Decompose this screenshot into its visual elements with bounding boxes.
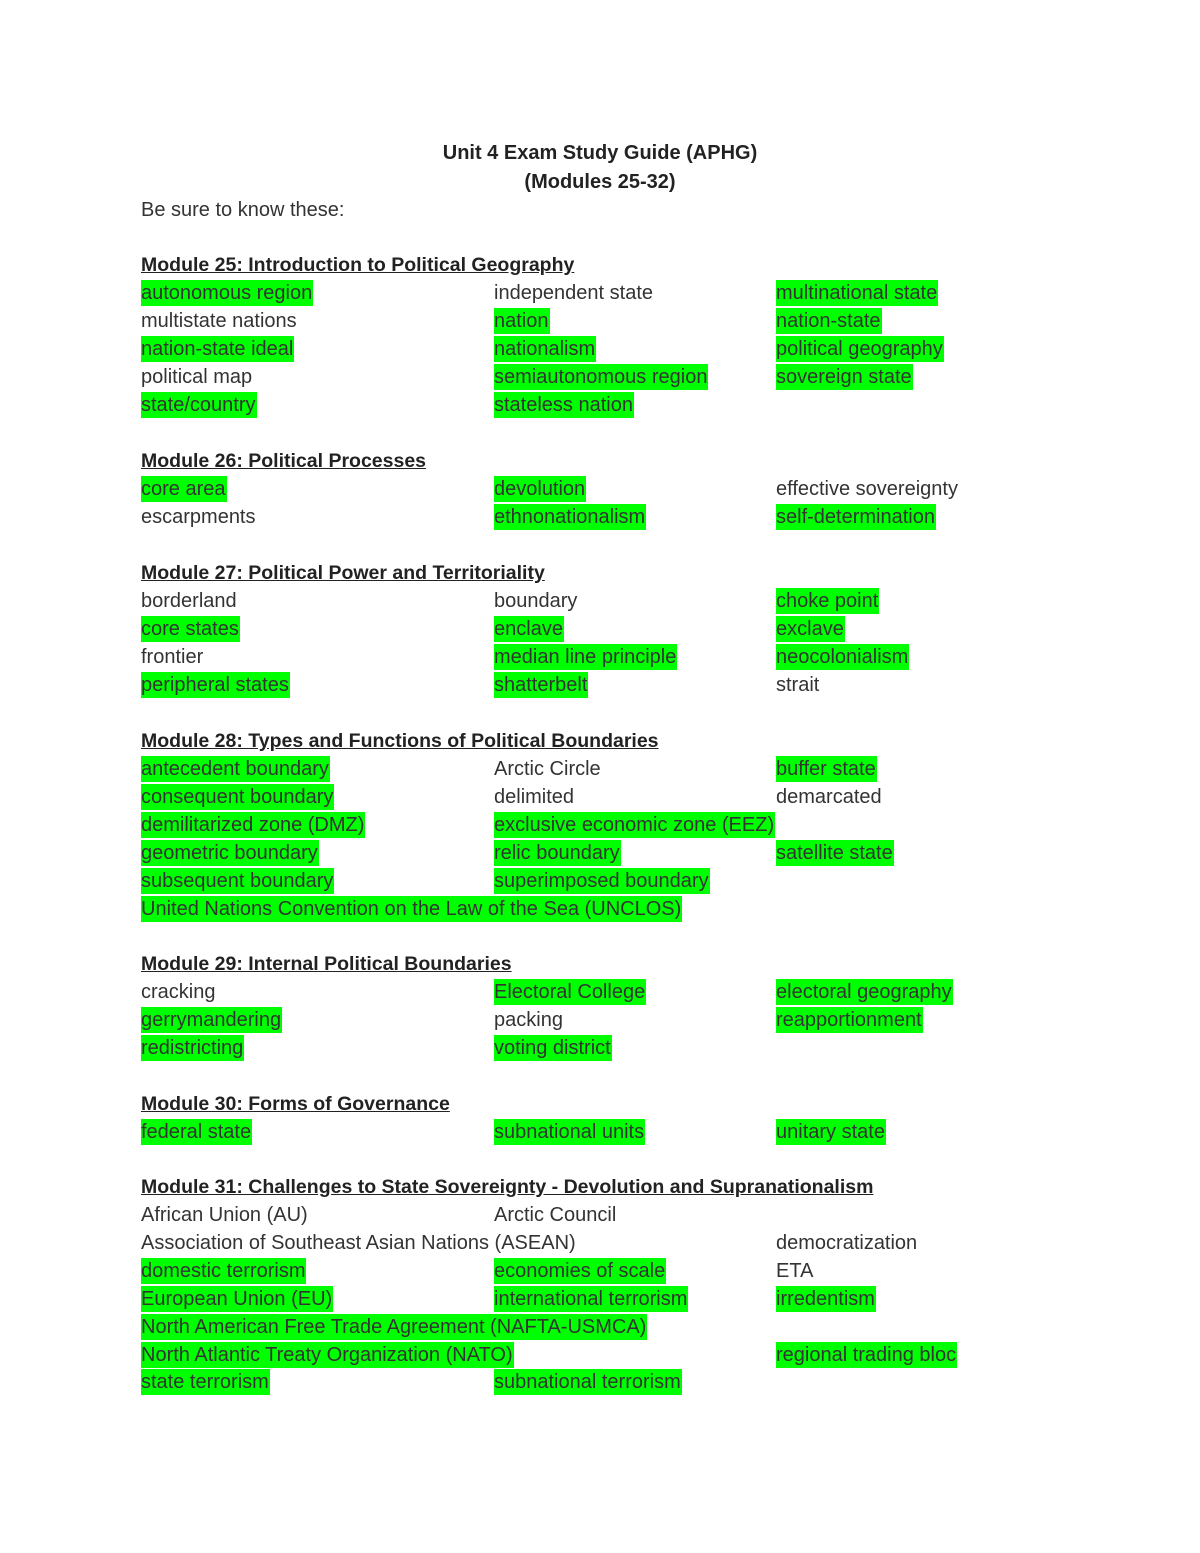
intro-text: Be sure to know these: <box>141 199 345 221</box>
module-heading: Module 28: Types and Functions of Political Boundaries <box>141 730 659 752</box>
highlighted-term: demilitarized zone (DMZ) <box>141 813 365 836</box>
highlighted-term: North American Free Trade Agreement (NAFTA-USMCA) <box>141 1315 647 1338</box>
term: borderland <box>141 590 237 612</box>
highlighted-term: unitary state <box>776 1121 885 1143</box>
highlighted-term: regional trading bloc <box>776 1343 957 1366</box>
term: Association of Southeast Asian Nations (ASEAN) <box>141 1231 576 1254</box>
term: demarcated <box>776 785 882 808</box>
highlighted-term: Electoral College <box>494 981 646 1003</box>
term: multistate nations <box>141 309 297 332</box>
highlighted-term: subsequent boundary <box>141 869 334 892</box>
highlighted-term: political geography <box>776 337 943 360</box>
highlighted-term: geometric boundary <box>141 841 318 864</box>
module-heading: Module 31: Challenges to State Sovereignty - Devolution and Supranationalism <box>141 1176 874 1198</box>
highlighted-term: choke point <box>776 590 879 612</box>
highlighted-term: ethnonationalism <box>494 505 646 528</box>
highlighted-term: European Union (EU) <box>141 1287 333 1310</box>
highlighted-term: federal state <box>141 1121 252 1143</box>
highlighted-term: self-determination <box>776 505 935 528</box>
highlighted-term: North Atlantic Treaty Organization (NATO) <box>141 1343 513 1366</box>
highlighted-term: nationalism <box>494 337 596 360</box>
term: boundary <box>494 590 578 612</box>
highlighted-term: core area <box>141 478 226 500</box>
highlighted-term: peripheral states <box>141 673 289 696</box>
page-title: Unit 4 Exam Study Guide (APHG) <box>442 142 758 164</box>
highlighted-term: semiautonomous region <box>494 365 708 388</box>
module-heading: Module 27: Political Power and Territoriality <box>141 562 545 584</box>
highlighted-term: buffer state <box>776 758 876 780</box>
term: escarpments <box>141 505 256 528</box>
term: independent state <box>494 282 654 304</box>
highlighted-term: electoral geography <box>776 981 952 1003</box>
term: strait <box>776 673 820 696</box>
highlighted-term: median line principle <box>494 645 677 668</box>
highlighted-term: consequent boundary <box>141 785 334 808</box>
page-subtitle: (Modules 25-32) <box>524 171 676 193</box>
module-heading: Module 30: Forms of Governance <box>141 1093 450 1115</box>
highlighted-term: neocolonialism <box>776 645 909 668</box>
highlighted-term: United Nations Convention on the Law of the Sea (UNCLOS) <box>141 897 682 920</box>
highlighted-term: subnational terrorism <box>494 1371 681 1394</box>
term: African Union (AU) <box>141 1204 308 1226</box>
highlighted-term: voting district <box>494 1036 611 1059</box>
highlighted-term: shatterbelt <box>494 673 588 696</box>
highlighted-term: irredentism <box>776 1287 875 1310</box>
highlighted-term: exclave <box>776 617 844 640</box>
term: packing <box>494 1008 563 1031</box>
highlighted-term: nation <box>494 309 549 332</box>
highlighted-term: sovereign state <box>776 365 912 388</box>
term: democratization <box>776 1231 918 1254</box>
highlighted-term: enclave <box>494 617 563 640</box>
highlighted-term: satellite state <box>776 841 893 864</box>
highlighted-term: economies of scale <box>494 1259 666 1282</box>
term: frontier <box>141 645 204 668</box>
highlighted-term: stateless nation <box>494 393 633 416</box>
term: Arctic Council <box>494 1204 617 1226</box>
highlighted-term: nation-state <box>776 309 881 332</box>
module-heading: Module 29: Internal Political Boundaries <box>141 953 512 975</box>
highlighted-term: relic boundary <box>494 841 620 864</box>
highlighted-term: gerrymandering <box>141 1008 282 1031</box>
highlighted-term: international terrorism <box>494 1287 688 1310</box>
module-heading: Module 26: Political Processes <box>141 450 427 472</box>
highlighted-term: antecedent boundary <box>141 758 329 780</box>
highlighted-term: reapportionment <box>776 1008 922 1031</box>
highlighted-term: state/country <box>141 393 256 416</box>
highlighted-term: redistricting <box>141 1036 244 1059</box>
term: effective sovereignty <box>776 478 958 500</box>
highlighted-term: superimposed boundary <box>494 869 709 892</box>
highlighted-term: subnational units <box>494 1121 645 1143</box>
highlighted-term: autonomous region <box>141 282 313 304</box>
highlighted-term: multinational state <box>776 282 938 304</box>
highlighted-term: devolution <box>494 478 586 500</box>
highlighted-term: exclusive economic zone (EEZ) <box>494 813 775 836</box>
highlighted-term: state terrorism <box>141 1371 269 1394</box>
highlighted-term: core states <box>141 617 239 640</box>
term: cracking <box>141 981 216 1003</box>
highlighted-term: domestic terrorism <box>141 1259 306 1282</box>
term: ETA <box>776 1259 814 1282</box>
module-heading: Module 25: Introduction to Political Geography <box>141 254 575 276</box>
highlighted-term: nation-state ideal <box>141 337 294 360</box>
term: political map <box>141 365 253 388</box>
term: delimited <box>494 785 575 808</box>
term: Arctic Circle <box>494 758 601 780</box>
